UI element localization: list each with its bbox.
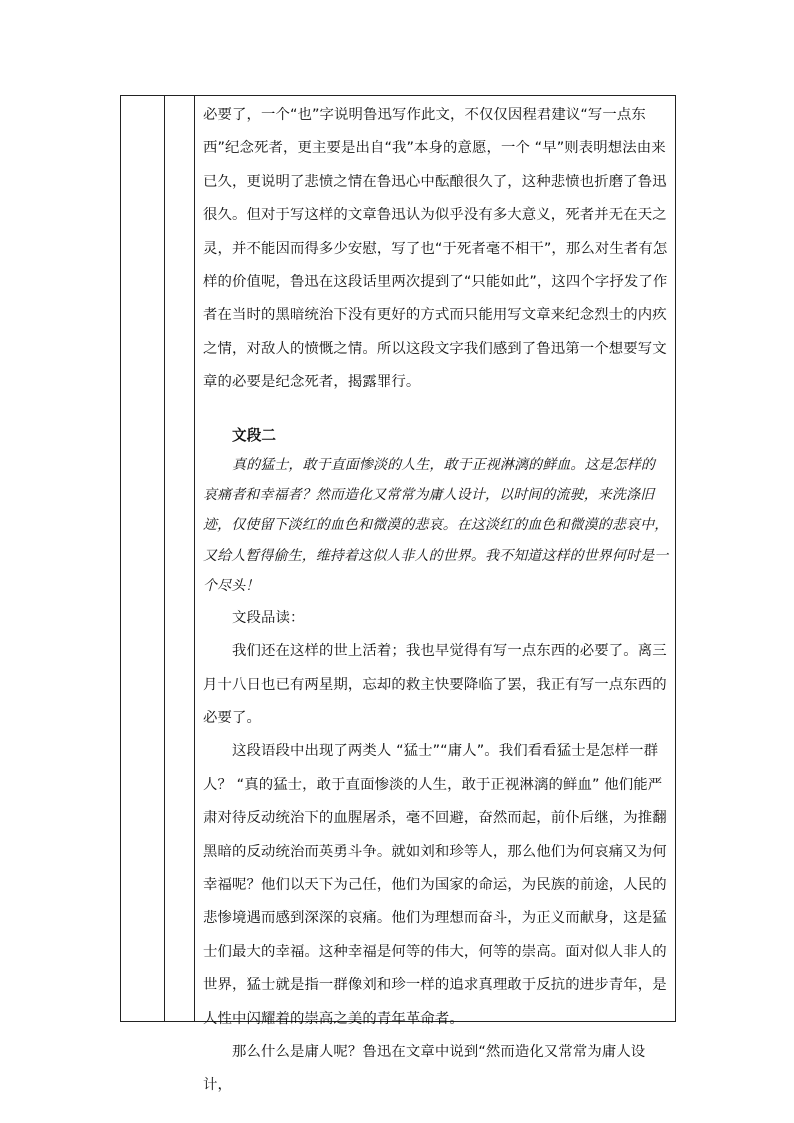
column-divider-1 xyxy=(164,96,165,1021)
table-frame xyxy=(120,95,676,1094)
quoted-passage: 真的猛士，敢于直面惨淡的人生，敢于正视淋漓的鲜血。这是怎样的哀痛者和幸福者？然而造化又常常为庸人设计，以时间的流驶，来洗涤旧迹，仅使留下淡红的血色和微漠的悲哀。在这淡红的血色和微漠的悲哀中，又给人暂得偷生，维持着这似人非人的世界。我不知道这样的世界何时是一个尽头！ xyxy=(203,456,669,595)
paragraph-analysis-1: 必要了，一个“也”字说明鲁迅写作此文，不仅仅因程君建议“写一点东西”纪念死者，更主要是出自“我”本身的意愿，一个 “早”则表明想法由来已久，更说明了悲愤之情在鲁迅心中酝酿很久了，这种悲愤也折磨了鲁迅很久。但对于写这样的文章鲁迅认为似乎没有多大意义，死者并无在天之灵，并不能因而得多少安慰，写了也“于死者毫不相干”，那么对生者有怎样的价值呢，鲁迅在这段话里两次提到了“只能如此”，这四个字抒发了作者在当时的黑暗统治下没有更好的方式而只能用写文章来纪念烈士的内疚之情，对敌人的愤慨之情。所以这段文字我们感到了鲁迅第一个想要写文章的必要是纪念死者，揭露罪行。 xyxy=(203,107,668,391)
paragraph-quote-2: 我们还在这样的世上活着；我也早觉得有写一点东西的必要了。离三月十八日也已有两星期，忘却的救主快要降临了罢，我正有写一点东西的必要了。 xyxy=(203,643,667,726)
paragraph-analysis-3: 那么什么是庸人呢？鲁迅在文章中说到“然而造化又常常为庸人设计， xyxy=(203,1043,646,1094)
reading-label: 文段品读： xyxy=(232,609,305,626)
paragraph-analysis-2: 这段语段中出现了两类人 “猛士”“庸人”。我们看看猛士是怎样一群人？ “真的猛士，敢于直面惨淡的人生，敢于正视淋漓的鲜血” 他们能严肃对待反动统治下的血腥屠杀，毫不回避，奋然而起，前仆后继，为推翻黑暗的反动统治而英勇斗争。就如刘和珍等人，那么他们为何哀痛又为何幸福呢？他们以天下为己任，他们为国家的命运，为民族的前途，人民的悲惨境遇而感到深深的哀痛。他们为理想而奋斗，为正义而献身，这是猛士们最大的幸福。这种幸福是何等的伟大，何等的崇高。面对似人非人的世界，猛士就是指一群像刘和珍一样的追求真理敢于反抗的进步青年，是人性中闪耀着的崇高之美的青年革命者。 xyxy=(203,743,667,1027)
section-heading-2: 文段二 xyxy=(232,426,277,444)
content-cell xyxy=(203,96,669,1094)
column-divider-2 xyxy=(194,96,195,1021)
